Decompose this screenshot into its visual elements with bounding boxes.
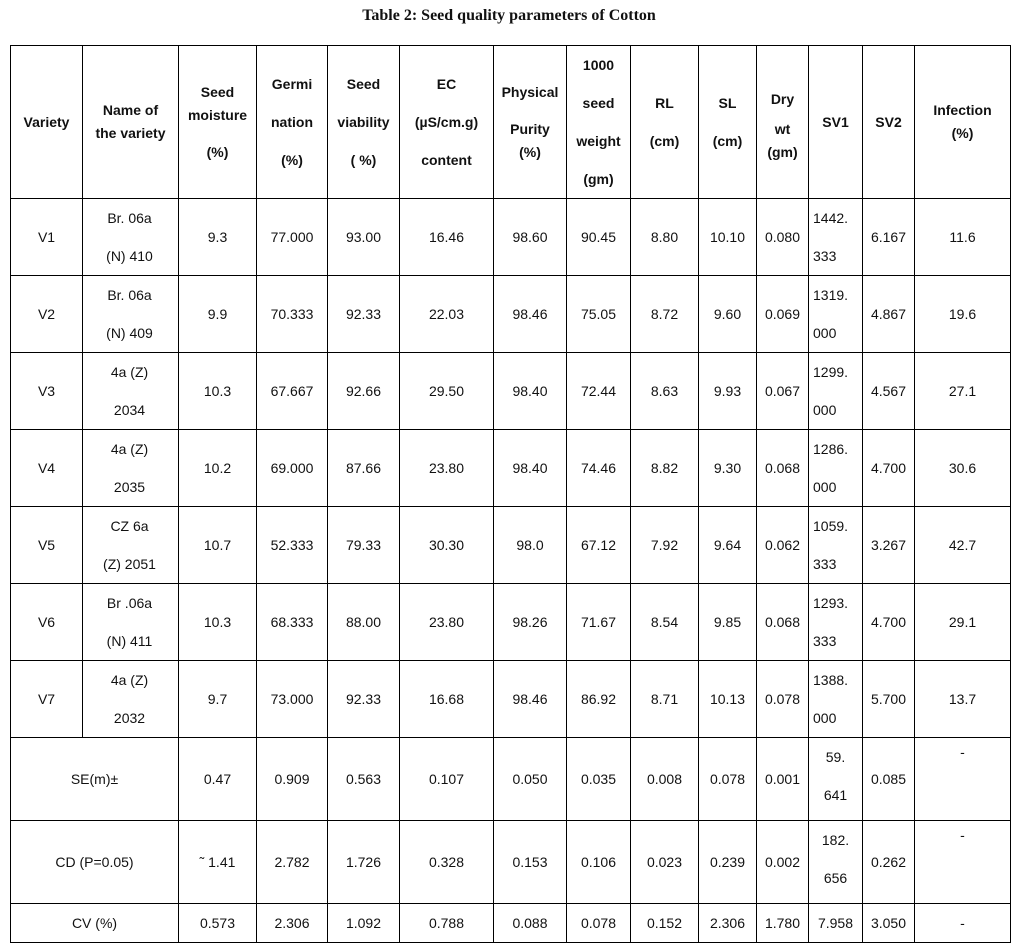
table-row xyxy=(11,199,1011,276)
weight-cell: 0.106 xyxy=(567,821,631,904)
sv1-cell-line: 333 xyxy=(813,248,837,264)
rl-cell: 7.92 xyxy=(631,507,699,584)
dry-cell: 0.001 xyxy=(757,738,809,821)
variety-cell: V3 xyxy=(11,353,83,430)
viability-cell: 87.66 xyxy=(328,430,400,507)
infection-cell: 30.6 xyxy=(915,430,1011,507)
variety-name-cell xyxy=(83,661,179,738)
variety-name-cell xyxy=(83,430,179,507)
weight-cell: 0.035 xyxy=(567,738,631,821)
germination-cell: 67.667 xyxy=(257,353,328,430)
infection-cell: 19.6 xyxy=(915,276,1011,353)
sv1-cell xyxy=(809,738,863,821)
sv1-cell-line: 59. xyxy=(825,749,846,765)
variety-name-cell-line: 4a (Z) xyxy=(110,441,149,457)
viability-cell: 1.726 xyxy=(328,821,400,904)
viability-cell: 79.33 xyxy=(328,507,400,584)
infection-cell: 42.7 xyxy=(915,507,1011,584)
ec-cell: 16.46 xyxy=(400,199,494,276)
sv1-cell-line: 333 xyxy=(813,633,837,649)
variety-name-cell-line: (N) 410 xyxy=(106,248,153,264)
moisture-cell: ˜ 1.41 xyxy=(179,821,257,904)
stat-label-cell: SE(m)± xyxy=(11,738,179,821)
variety-name-cell-line: 4a (Z) xyxy=(110,672,149,688)
variety-name-cell-line: (N) 409 xyxy=(106,325,153,341)
sv2-cell: 5.700 xyxy=(863,661,915,738)
purity-cell: 98.40 xyxy=(494,430,567,507)
infection-cell: 27.1 xyxy=(915,353,1011,430)
sv1-cell-line: 182. xyxy=(821,832,850,848)
header-dry-wt: Dry wt (gm) xyxy=(757,46,809,199)
header-sv1: SV1 xyxy=(809,46,863,199)
variety-name-cell-line: Br .06a xyxy=(106,595,153,611)
sv1-cell-line: 1059. xyxy=(813,518,849,534)
variety-name-cell-line: 2035 xyxy=(113,479,146,495)
variety-name-cell-line: Br. 06a xyxy=(107,210,152,226)
sv1-cell-line: 000 xyxy=(813,325,837,341)
weight-cell: 86.92 xyxy=(567,661,631,738)
ec-cell: 23.80 xyxy=(400,430,494,507)
sv1-cell xyxy=(809,821,863,904)
sl-cell: 2.306 xyxy=(699,904,757,943)
seed-quality-table xyxy=(10,45,1011,943)
purity-cell: 0.050 xyxy=(494,738,567,821)
weight-cell: 75.05 xyxy=(567,276,631,353)
dry-cell: 0.078 xyxy=(757,661,809,738)
infection-cell: - xyxy=(915,738,1011,821)
germination-cell: 2.306 xyxy=(257,904,328,943)
rl-cell: 8.54 xyxy=(631,584,699,661)
rl-cell: 0.152 xyxy=(631,904,699,943)
variety-name-cell-line: (Z) 2051 xyxy=(103,556,156,572)
table-title: Table 2: Seed quality parameters of Cotton xyxy=(362,7,656,24)
sl-cell: 9.60 xyxy=(699,276,757,353)
purity-cell: 0.088 xyxy=(494,904,567,943)
dry-cell: 0.002 xyxy=(757,821,809,904)
purity-cell: 98.60 xyxy=(494,199,567,276)
sv1-cell-line: 1286. xyxy=(813,441,849,457)
germination-cell: 77.000 xyxy=(257,199,328,276)
sv1-cell xyxy=(809,430,863,507)
dry-cell: 0.068 xyxy=(757,430,809,507)
variety-name-cell-line: 4a (Z) xyxy=(110,364,149,380)
germination-cell: 70.333 xyxy=(257,276,328,353)
rl-cell: 8.71 xyxy=(631,661,699,738)
dry-cell: 0.062 xyxy=(757,507,809,584)
sv1-cell-line: 1319. xyxy=(813,287,849,303)
weight-cell: 74.46 xyxy=(567,430,631,507)
germination-cell: 73.000 xyxy=(257,661,328,738)
variety-cell: V4 xyxy=(11,430,83,507)
table-row xyxy=(11,507,1011,584)
ec-cell: 0.107 xyxy=(400,738,494,821)
moisture-cell: 9.3 xyxy=(179,199,257,276)
infection-cell: 13.7 xyxy=(915,661,1011,738)
sv2-cell: 0.262 xyxy=(863,821,915,904)
ec-cell: 0.328 xyxy=(400,821,494,904)
sv2-cell: 4.700 xyxy=(863,584,915,661)
dry-cell: 0.068 xyxy=(757,584,809,661)
variety-cell: V1 xyxy=(11,199,83,276)
variety-name-cell-line: (N) 411 xyxy=(106,633,153,649)
header-germination: Germi nation (%) xyxy=(257,46,328,199)
header-moisture: Seed moisture (%) xyxy=(179,46,257,199)
moisture-cell: 9.9 xyxy=(179,276,257,353)
dry-cell: 1.780 xyxy=(757,904,809,943)
variety-name-cell xyxy=(83,584,179,661)
moisture-cell: 10.7 xyxy=(179,507,257,584)
sv1-cell xyxy=(809,661,863,738)
infection-cell: 11.6 xyxy=(915,199,1011,276)
viability-cell: 92.66 xyxy=(328,353,400,430)
weight-cell: 90.45 xyxy=(567,199,631,276)
header-variety: Variety xyxy=(11,46,83,199)
viability-cell: 88.00 xyxy=(328,584,400,661)
variety-name-cell-line: CZ 6a xyxy=(110,518,149,534)
purity-cell: 98.0 xyxy=(494,507,567,584)
sv1-cell xyxy=(809,199,863,276)
header-viability: Seed viability ( %) xyxy=(328,46,400,199)
moisture-cell: 10.3 xyxy=(179,353,257,430)
rl-cell: 8.72 xyxy=(631,276,699,353)
purity-cell: 98.46 xyxy=(494,661,567,738)
germination-cell: 68.333 xyxy=(257,584,328,661)
sv1-cell xyxy=(809,904,863,943)
infection-cell: - xyxy=(915,904,1011,943)
header-sl: SL (cm) xyxy=(699,46,757,199)
sv2-cell: 3.050 xyxy=(863,904,915,943)
sv1-cell-line: 1299. xyxy=(813,364,849,380)
viability-cell: 92.33 xyxy=(328,661,400,738)
stat-row xyxy=(11,904,1011,943)
variety-cell: V2 xyxy=(11,276,83,353)
germination-cell: 2.782 xyxy=(257,821,328,904)
sv1-cell xyxy=(809,584,863,661)
weight-cell: 71.67 xyxy=(567,584,631,661)
purity-cell: 98.40 xyxy=(494,353,567,430)
sv1-cell-line: 000 xyxy=(813,402,837,418)
ec-cell: 23.80 xyxy=(400,584,494,661)
sv1-cell-line: 1293. xyxy=(813,595,849,611)
header-infection: Infection (%) xyxy=(915,46,1011,199)
sv1-cell-line: 000 xyxy=(813,710,837,726)
variety-cell: V7 xyxy=(11,661,83,738)
ec-cell: 0.788 xyxy=(400,904,494,943)
header-ec: EC (µS/cm.g) content xyxy=(400,46,494,199)
variety-name-cell xyxy=(83,507,179,584)
viability-cell: 93.00 xyxy=(328,199,400,276)
ec-cell: 29.50 xyxy=(400,353,494,430)
sl-cell: 0.239 xyxy=(699,821,757,904)
viability-cell: 1.092 xyxy=(328,904,400,943)
weight-cell: 0.078 xyxy=(567,904,631,943)
variety-name-cell xyxy=(83,276,179,353)
germination-cell: 69.000 xyxy=(257,430,328,507)
sv1-cell-line: 641 xyxy=(823,787,848,803)
rl-cell: 0.008 xyxy=(631,738,699,821)
variety-name-cell xyxy=(83,199,179,276)
germination-cell: 0.909 xyxy=(257,738,328,821)
header-rl: RL (cm) xyxy=(631,46,699,199)
ec-cell: 16.68 xyxy=(400,661,494,738)
moisture-cell: 10.3 xyxy=(179,584,257,661)
sv1-cell-line: 000 xyxy=(813,479,837,495)
sl-cell: 9.85 xyxy=(699,584,757,661)
infection-cell: 29.1 xyxy=(915,584,1011,661)
moisture-cell: 9.7 xyxy=(179,661,257,738)
header-seed-weight: 1000 seed weight (gm) xyxy=(567,46,631,199)
sl-cell: 9.93 xyxy=(699,353,757,430)
sv1-cell-line: 1442. xyxy=(813,210,849,226)
moisture-cell: 10.2 xyxy=(179,430,257,507)
variety-name-cell-line: 2032 xyxy=(113,710,146,726)
table-row xyxy=(11,584,1011,661)
sv2-cell: 4.567 xyxy=(863,353,915,430)
sl-cell: 10.13 xyxy=(699,661,757,738)
header-name: Name of the variety xyxy=(83,46,179,199)
stat-row xyxy=(11,738,1011,821)
sv1-cell-line: 7.958 xyxy=(817,915,854,931)
germination-cell: 52.333 xyxy=(257,507,328,584)
viability-cell: 92.33 xyxy=(328,276,400,353)
rl-cell: 0.023 xyxy=(631,821,699,904)
stat-label-cell: CD (P=0.05) xyxy=(11,821,179,904)
variety-name-cell xyxy=(83,353,179,430)
sv2-cell: 4.867 xyxy=(863,276,915,353)
rl-cell: 8.63 xyxy=(631,353,699,430)
moisture-cell: 0.47 xyxy=(179,738,257,821)
ec-cell: 22.03 xyxy=(400,276,494,353)
sv2-cell: 0.085 xyxy=(863,738,915,821)
variety-cell: V6 xyxy=(11,584,83,661)
stat-label-cell: CV (%) xyxy=(11,904,179,943)
variety-name-cell-line: 2034 xyxy=(113,402,146,418)
dry-cell: 0.080 xyxy=(757,199,809,276)
table-row xyxy=(11,353,1011,430)
dry-cell: 0.067 xyxy=(757,353,809,430)
sv2-cell: 4.700 xyxy=(863,430,915,507)
sv1-cell xyxy=(809,353,863,430)
sv1-cell-line: 333 xyxy=(813,556,837,572)
table-row xyxy=(11,430,1011,507)
purity-cell: 98.46 xyxy=(494,276,567,353)
moisture-cell: 0.573 xyxy=(179,904,257,943)
purity-cell: 0.153 xyxy=(494,821,567,904)
sv2-cell: 3.267 xyxy=(863,507,915,584)
sv1-cell xyxy=(809,507,863,584)
sv1-cell-line: 1388. xyxy=(813,672,849,688)
table-row xyxy=(11,276,1011,353)
ec-cell: 30.30 xyxy=(400,507,494,584)
rl-cell: 8.80 xyxy=(631,199,699,276)
sl-cell: 9.30 xyxy=(699,430,757,507)
purity-cell: 98.26 xyxy=(494,584,567,661)
sv1-cell xyxy=(809,276,863,353)
infection-cell: - xyxy=(915,821,1011,904)
table-row xyxy=(11,661,1011,738)
sv1-cell-line: 656 xyxy=(823,870,848,886)
weight-cell: 72.44 xyxy=(567,353,631,430)
header-sv2: SV2 xyxy=(863,46,915,199)
weight-cell: 67.12 xyxy=(567,507,631,584)
header-row xyxy=(11,46,1011,199)
variety-name-cell-line: Br. 06a xyxy=(107,287,152,303)
header-purity: Physical Purity (%) xyxy=(494,46,567,199)
viability-cell: 0.563 xyxy=(328,738,400,821)
sl-cell: 0.078 xyxy=(699,738,757,821)
sv2-cell: 6.167 xyxy=(863,199,915,276)
dry-cell: 0.069 xyxy=(757,276,809,353)
sl-cell: 10.10 xyxy=(699,199,757,276)
rl-cell: 8.82 xyxy=(631,430,699,507)
stat-row xyxy=(11,821,1011,904)
variety-cell: V5 xyxy=(11,507,83,584)
sl-cell: 9.64 xyxy=(699,507,757,584)
